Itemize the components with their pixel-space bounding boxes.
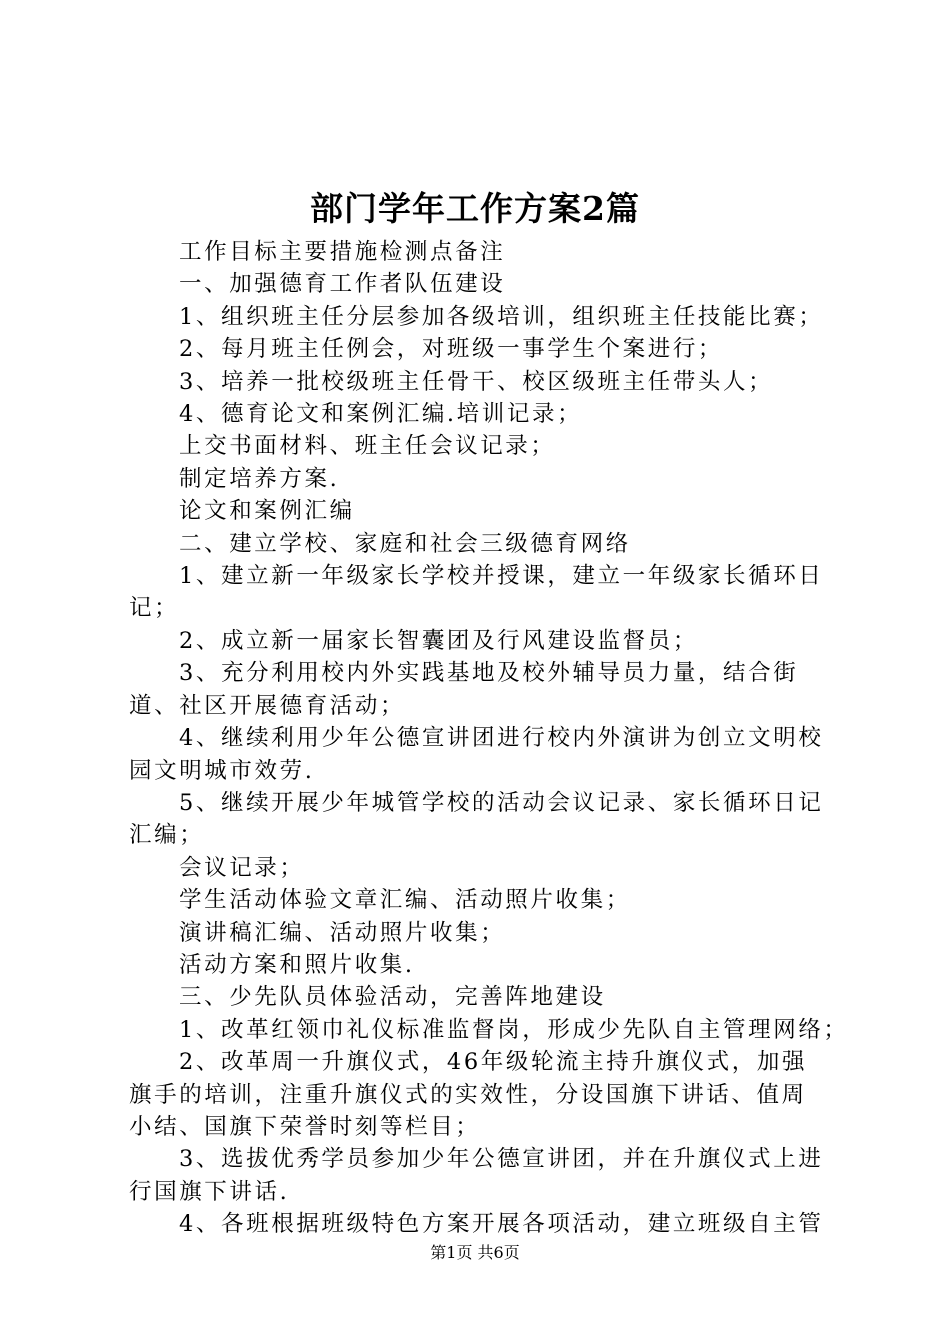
paragraph: 1、改革红领巾礼仪标准监督岗，形成少先队自主管理网络； [179, 1016, 849, 1043]
paragraph: 学生活动体验文章汇编、活动照片收集； [179, 887, 631, 914]
paragraph: 2、每月班主任例会，对班级一事学生个案进行； [179, 336, 724, 363]
paragraph: 论文和案例汇编 [179, 498, 355, 525]
document-body [129, 236, 849, 1241]
paragraph: 2、改革周一升旗仪式，46年级轮流主持升旗仪式，加强旗手的培训，注重升旗仪式的实效性，分设国旗下讲话、值周小结、国旗下荣誉时刻等栏目； [129, 1049, 808, 1140]
paragraph: 1、建立新一年级家长学校并授课，建立一年级家长循环日记； [129, 563, 824, 622]
paragraph: 3、充分利用校内外实践基地及校外辅导员力量，结合街道、社区开展德育活动； [129, 660, 799, 719]
paragraph: 1、组织班主任分层参加各级培训，组织班主任技能比赛； [179, 303, 824, 330]
paragraph: 5、继续开展少年城管学校的活动会议记录、家长循环日记汇编； [129, 789, 824, 849]
section-heading: 二、建立学校、家庭和社会三级德育网络 [179, 530, 631, 557]
paragraph: 活动方案和照片收集. [179, 951, 415, 978]
paragraph: 会议记录； [179, 854, 305, 881]
paragraph: 3、培养一批校级班主任骨干、校区级班主任带头人； [179, 368, 774, 395]
paragraph: 4、继续利用少年公德宣讲团进行校内外演讲为创立文明校园文明城市效劳. [129, 725, 824, 784]
paragraph: 制定培养方案. [179, 465, 340, 492]
paragraph: 3、选拔优秀学员参加少年公德宣讲团，并在升旗仪式上进行国旗下讲话. [129, 1146, 824, 1205]
paragraph: 演讲稿汇编、活动照片收集； [179, 919, 506, 946]
section-heading: 三、少先队员体验活动，完善阵地建设 [179, 984, 606, 1011]
page-number: 第1页 共6页 [430, 1243, 520, 1262]
paragraph: 4、各班根据班级特色方案开展各项活动，建立班级自主管 [179, 1211, 824, 1238]
paragraph: 工作目标主要措施检测点备注 [179, 239, 506, 265]
section-heading: 一、加强德育工作者队伍建设 [179, 271, 506, 298]
paragraph: 上交书面材料、班主任会议记录； [179, 433, 556, 460]
paragraph: 2、成立新一届家长智囊团及行风建设监督员； [179, 627, 698, 654]
paragraph: 4、德育论文和案例汇编.培训记录； [179, 401, 583, 428]
page-title: 部门学年工作方案2篇 [310, 189, 640, 228]
